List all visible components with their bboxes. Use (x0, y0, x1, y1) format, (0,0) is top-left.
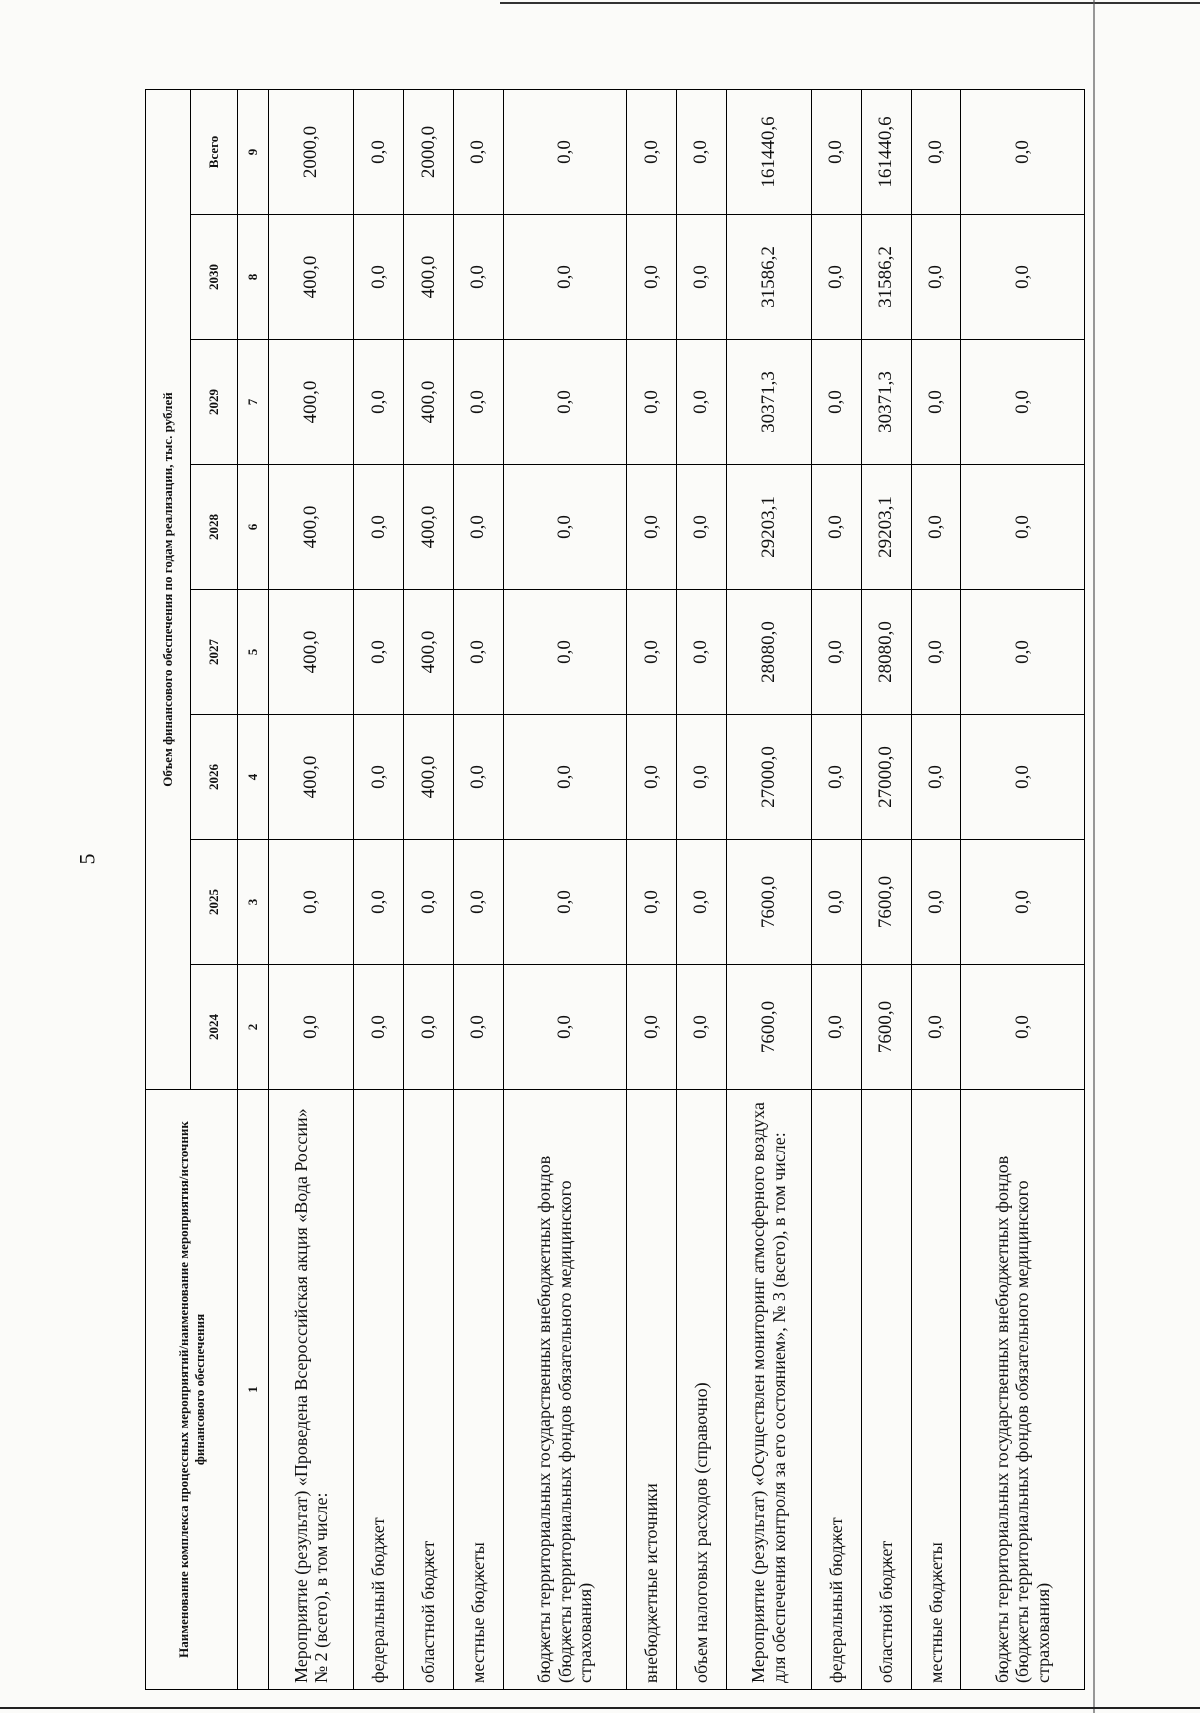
row-value: 0,0 (676, 965, 726, 1090)
row-value: 0,0 (961, 215, 1085, 340)
row-value: 0,0 (676, 89, 726, 214)
row-value: 0,0 (627, 590, 677, 715)
table-row (404, 89, 454, 1689)
row-value: 0,0 (453, 215, 503, 340)
header-col-number: 3 (238, 840, 269, 965)
row-value: 31586,2 (861, 215, 911, 340)
header-year: 2024 (191, 965, 238, 1090)
row-name: объем налоговых расходов (справочно) (676, 1090, 726, 1690)
header-col-number: 9 (238, 89, 269, 214)
header-col-number: 7 (238, 340, 269, 465)
row-name: областной бюджет (861, 1090, 911, 1690)
financing-table-container (145, 90, 1085, 1690)
row-value: 400,0 (404, 465, 454, 590)
row-value: 0,0 (453, 89, 503, 214)
row-value: 0,0 (354, 715, 404, 840)
row-value: 2000,0 (404, 89, 454, 214)
row-value: 0,0 (453, 840, 503, 965)
row-value: 0,0 (812, 840, 862, 965)
header-col-number: 2 (238, 965, 269, 1090)
header-col-number: 8 (238, 215, 269, 340)
financing-table (145, 89, 1085, 1690)
row-value: 0,0 (503, 965, 627, 1090)
row-value: 0,0 (627, 215, 677, 340)
row-value: 7600,0 (726, 840, 811, 965)
header-col-number: 6 (238, 465, 269, 590)
row-value: 0,0 (911, 465, 961, 590)
row-value: 400,0 (404, 590, 454, 715)
row-value: 0,0 (676, 215, 726, 340)
header-col-number: 1 (238, 1090, 269, 1690)
row-value: 400,0 (269, 715, 354, 840)
row-name: бюджеты территориальных государственных внебюджетных фондов (бюджеты территориальных фондов обязательного медицинского страхования) (961, 1090, 1085, 1690)
table-row (269, 89, 354, 1689)
row-value: 7600,0 (861, 840, 911, 965)
row-value: 0,0 (911, 340, 961, 465)
row-value: 7600,0 (726, 965, 811, 1090)
row-name: Мероприятие (результат) «Осуществлен мониторинг атмосферного воздуха для обеспечения контроля за его состоянием», № 3 (всего), в том числе: (726, 1090, 811, 1690)
row-value: 0,0 (627, 715, 677, 840)
row-value: 30371,3 (861, 340, 911, 465)
table-row (676, 89, 726, 1689)
row-name: местные бюджеты (911, 1090, 961, 1690)
row-value: 0,0 (503, 340, 627, 465)
row-value: 0,0 (503, 840, 627, 965)
row-value: 0,0 (911, 965, 961, 1090)
row-value: 0,0 (354, 840, 404, 965)
row-value: 0,0 (503, 590, 627, 715)
row-name: Мероприятие (результат) «Проведена Всероссийская акция «Вода России» № 2 (всего), в том числе: (269, 1090, 354, 1690)
row-value: 400,0 (269, 590, 354, 715)
header-year: 2028 (191, 465, 238, 590)
row-value: 0,0 (627, 340, 677, 465)
row-value: 27000,0 (861, 715, 911, 840)
header-col-number: 4 (238, 715, 269, 840)
header-year: 2027 (191, 590, 238, 715)
row-value: 0,0 (354, 89, 404, 214)
row-value: 0,0 (812, 715, 862, 840)
row-value: 0,0 (812, 965, 862, 1090)
row-value: 0,0 (269, 965, 354, 1090)
row-value: 0,0 (961, 840, 1085, 965)
header-name: Наименование комплекса процессных мероприятий/наименование мероприятия/источник финансового обеспечения (146, 1090, 238, 1690)
row-value: 0,0 (453, 590, 503, 715)
row-value: 0,0 (911, 715, 961, 840)
header-year: 2030 (191, 215, 238, 340)
page-number: 5 (74, 853, 100, 865)
row-value: 0,0 (627, 840, 677, 965)
row-value: 28080,0 (726, 590, 811, 715)
row-value: 29203,1 (861, 465, 911, 590)
header-col-number: 5 (238, 590, 269, 715)
row-value: 0,0 (627, 465, 677, 590)
row-value: 0,0 (503, 465, 627, 590)
row-value: 0,0 (812, 590, 862, 715)
row-value: 27000,0 (726, 715, 811, 840)
row-value: 0,0 (503, 89, 627, 214)
row-value: 161440,6 (726, 89, 811, 214)
row-value: 0,0 (676, 340, 726, 465)
row-name: федеральный бюджет (354, 1090, 404, 1690)
row-value: 0,0 (404, 965, 454, 1090)
row-value: 0,0 (627, 965, 677, 1090)
row-value: 0,0 (453, 965, 503, 1090)
row-value: 0,0 (961, 965, 1085, 1090)
row-value: 0,0 (676, 590, 726, 715)
row-value: 2000,0 (269, 89, 354, 214)
row-name: областной бюджет (404, 1090, 454, 1690)
row-value: 30371,3 (726, 340, 811, 465)
row-value: 0,0 (961, 715, 1085, 840)
row-value: 0,0 (911, 89, 961, 214)
row-value: 400,0 (404, 715, 454, 840)
table-row (503, 89, 627, 1689)
row-value: 400,0 (404, 340, 454, 465)
row-value: 400,0 (404, 215, 454, 340)
row-value: 0,0 (453, 715, 503, 840)
row-value: 0,0 (676, 465, 726, 590)
row-value: 0,0 (961, 465, 1085, 590)
row-value: 0,0 (354, 965, 404, 1090)
table-row (354, 89, 404, 1689)
row-value: 0,0 (354, 590, 404, 715)
row-value: 0,0 (354, 340, 404, 465)
table-row (861, 89, 911, 1689)
header-year: Всего (191, 89, 238, 214)
header-year: 2029 (191, 340, 238, 465)
table-row (961, 89, 1085, 1689)
row-value: 0,0 (354, 215, 404, 340)
row-value: 0,0 (812, 89, 862, 214)
row-value: 0,0 (269, 840, 354, 965)
scan-edge-right (1093, 0, 1095, 1713)
row-value: 0,0 (812, 465, 862, 590)
row-value: 400,0 (269, 340, 354, 465)
row-name: внебюджетные источники (627, 1090, 677, 1690)
row-value: 29203,1 (726, 465, 811, 590)
table-row (627, 89, 677, 1689)
table-row (911, 89, 961, 1689)
row-value: 0,0 (961, 340, 1085, 465)
row-value: 0,0 (627, 89, 677, 214)
row-value: 0,0 (453, 465, 503, 590)
row-value: 0,0 (812, 340, 862, 465)
row-value: 0,0 (354, 465, 404, 590)
table-row (453, 89, 503, 1689)
scan-edge-bottom (0, 1707, 1200, 1709)
row-value: 0,0 (404, 840, 454, 965)
row-value: 161440,6 (861, 89, 911, 214)
row-value: 0,0 (503, 215, 627, 340)
table-row (726, 89, 811, 1689)
row-value: 400,0 (269, 215, 354, 340)
row-value: 0,0 (961, 89, 1085, 214)
row-value: 0,0 (676, 840, 726, 965)
row-name: местные бюджеты (453, 1090, 503, 1690)
row-value: 31586,2 (726, 215, 811, 340)
header-year: 2026 (191, 715, 238, 840)
scan-edge-top (500, 2, 1200, 4)
row-name: бюджеты территориальных государственных внебюджетных фондов (бюджеты территориальных фондов обязательного медицинского страхования) (503, 1090, 627, 1690)
row-value: 0,0 (676, 715, 726, 840)
row-value: 0,0 (453, 340, 503, 465)
row-value: 7600,0 (861, 965, 911, 1090)
row-value: 28080,0 (861, 590, 911, 715)
row-value: 0,0 (812, 215, 862, 340)
row-value: 0,0 (503, 715, 627, 840)
header-group: Объем финансового обеспечения по годам реализации, тыс. рублей (146, 89, 191, 1089)
row-value: 400,0 (269, 465, 354, 590)
header-year: 2025 (191, 840, 238, 965)
row-value: 0,0 (961, 590, 1085, 715)
table-row (812, 89, 862, 1689)
row-value: 0,0 (911, 590, 961, 715)
row-value: 0,0 (911, 215, 961, 340)
row-value: 0,0 (911, 840, 961, 965)
row-name: федеральный бюджет (812, 1090, 862, 1690)
